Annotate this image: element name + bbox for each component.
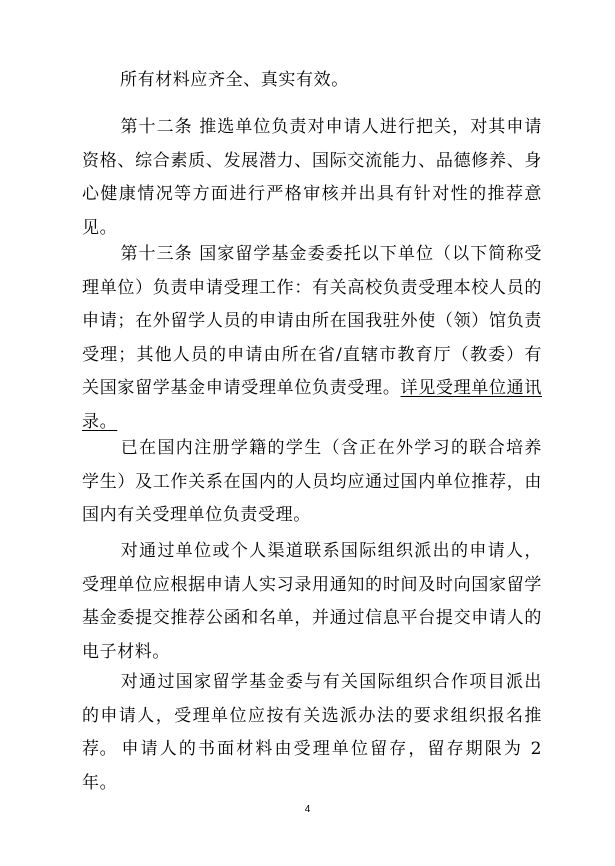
paragraph-article-12 <box>82 111 542 245</box>
accepting-units-contacts-link[interactable]: 详见受理单位通讯录。 <box>82 378 542 432</box>
paragraph-text: 第十三条 国家留学基金委委托以下单位（以下简称受理单位）负责申请受理工作：有关高校负责受理本校人员的申请；在外留学人员的申请由所在国我驻外使（领）馆负责受理；其他人员的申请由所在省/直辖市教育厅（教委）有关国家留学基金申请受理单位负责受理。 <box>82 244 542 398</box>
paragraph-text: 所有材料应齐全、真实有效。 <box>120 70 349 90</box>
paragraph-domestic-students <box>82 432 542 533</box>
paragraph-text: 对通过国家留学基金委与有关国际组织合作项目派出的申请人，受理单位应按有关选派办法的要求组织报名推荐。 <box>82 672 542 759</box>
paragraph-text: 第十二条 推选单位负责对申请人进行把关，对其申请资格、综合素质、发展潜力、国际交流能力、品德修养、身心健康情况等方面进行严格审核并出具有针对性的推荐意见。 <box>82 117 542 238</box>
paragraph-individual-channels <box>82 535 542 669</box>
paragraph-text: 申请人的书面材料由受理单位留存，留存期限为 2 年。 <box>82 739 542 793</box>
paragraph-text: 对通过单位或个人渠道联系国际组织派出的申请人，受理单位应根据申请人实习录用通知的时间及时向国家留学基金委提交推荐公函和名单，并通过信息平台提交申请人的电子材料。 <box>82 541 542 662</box>
paragraph-materials-complete <box>82 64 542 98</box>
paragraph-retention-period <box>82 733 542 800</box>
paragraph-article-13 <box>82 238 542 439</box>
page-number: 4 <box>304 804 311 815</box>
paragraph-text: 已在国内注册学籍的学生（含正在外学习的联合培养学生）及工作关系在国内的人员均应通过国内单位推荐，由国内有关受理单位负责受理。 <box>82 438 542 525</box>
